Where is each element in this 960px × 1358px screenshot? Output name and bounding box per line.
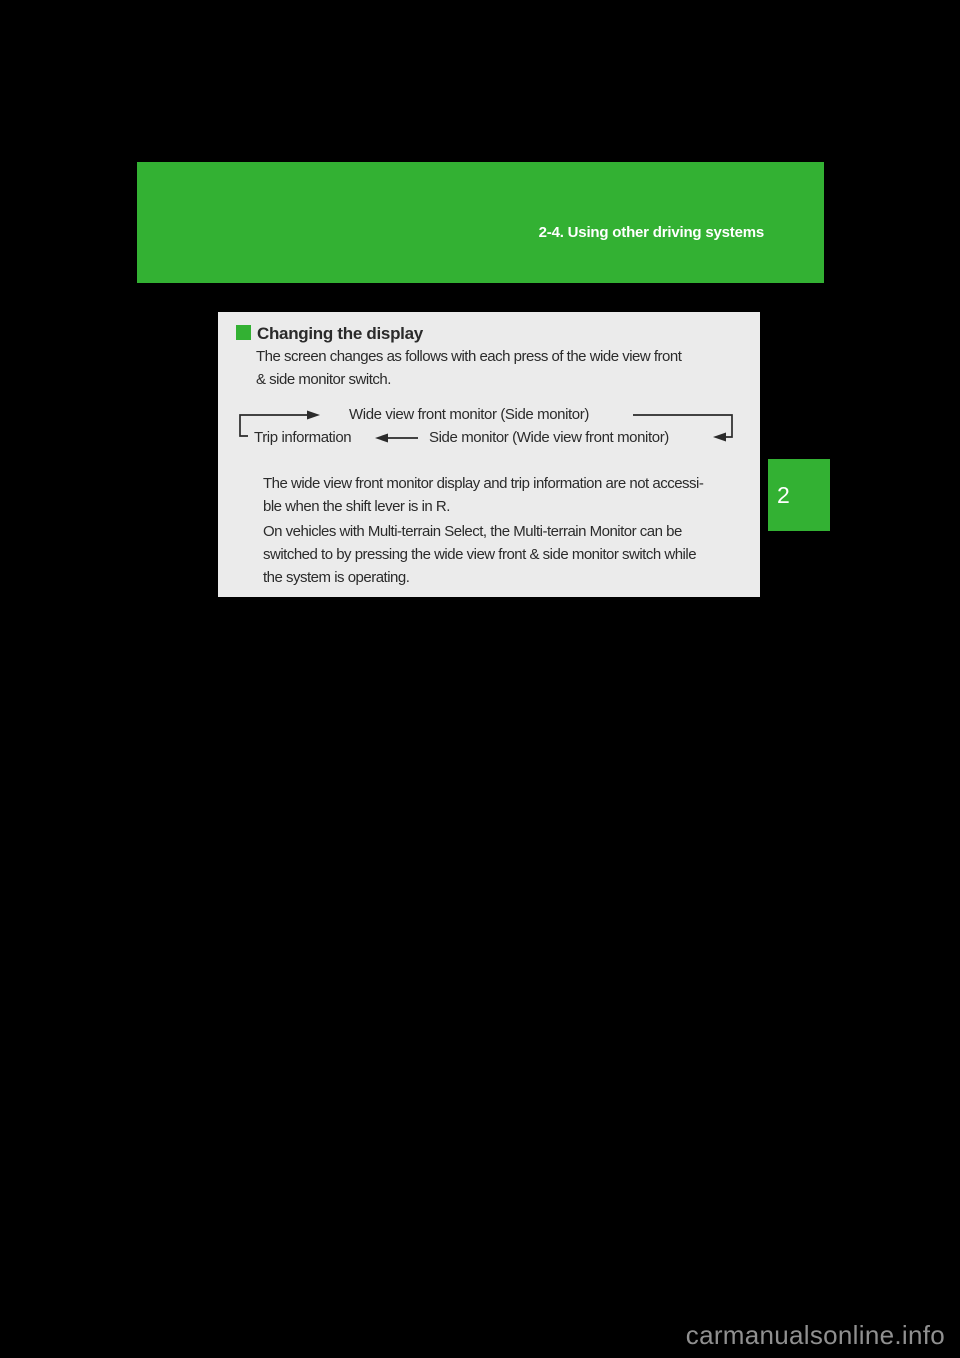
text-line: ble when the shift lever is in R. [263, 498, 450, 515]
breadcrumb: 2-4. Using other driving systems [538, 224, 764, 241]
content-box [218, 312, 760, 597]
chapter-number: 2 [777, 481, 790, 508]
watermark-text: carmanualsonline.info [685, 1320, 945, 1350]
arrow-left-icon [375, 434, 388, 443]
chapter-tab [768, 459, 830, 531]
diagram-label-trip-information: Trip information [254, 429, 352, 446]
section-banner [137, 162, 824, 283]
green-square-bullet-icon [236, 325, 251, 340]
note-paragraph-shift-lever [263, 472, 703, 518]
text-line: The screen changes as follows with each press of the wide view front [256, 348, 682, 365]
text-line: The wide view front monitor display and trip information are not accessi- [263, 475, 704, 492]
intro-paragraph [256, 345, 681, 391]
text-line: On vehicles with Multi-terrain Select, the Multi-terrain Monitor can be [263, 523, 682, 540]
arrow-left-icon [713, 433, 726, 442]
diagram-label-side-monitor: Side monitor (Wide view front monitor) [429, 429, 669, 446]
text-line: the system is operating. [263, 569, 410, 586]
section-heading: Changing the display [257, 324, 423, 343]
diagram-label-wide-view-front-monitor: Wide view front monitor (Side monitor) [349, 406, 589, 423]
text-line: & side monitor switch. [256, 371, 391, 388]
note-paragraph-multi-terrain [263, 520, 696, 589]
text-line: switched to by pressing the wide view front & side monitor switch while [263, 546, 697, 563]
